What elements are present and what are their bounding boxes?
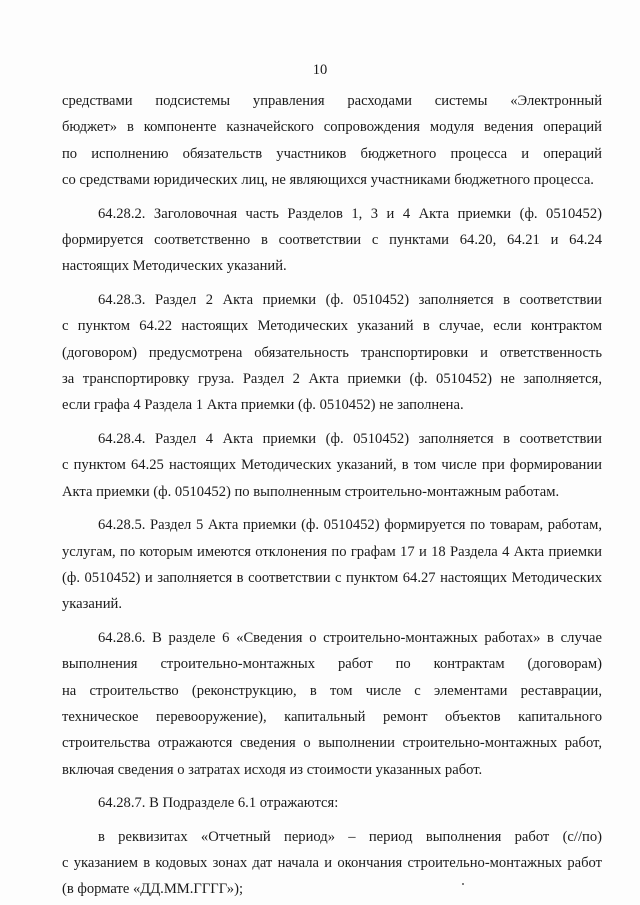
text-line: строительства отражаются сведения о выполнении строительно-монтажных работ, (62, 735, 602, 752)
text-line: выполнения строительно-монтажных работ по контрактам (договорам) (62, 656, 602, 673)
paragraph-64-28-7 (62, 790, 602, 816)
text-line: по исполнению обязательств участников бюджетного процесса и операций (62, 145, 602, 162)
text-line: указаний. (62, 596, 122, 613)
paragraph-reporting-period (62, 824, 602, 903)
text-line: бюджет» в компоненте казначейского сопровождения модуля ведения операций (62, 119, 602, 136)
text-line: если графа 4 Раздела 1 Акта приемки (ф. 0510452) не заполнена. (62, 397, 464, 414)
text-line: 64.28.5. Раздел 5 Акта приемки (ф. 0510452) формируется по товарам, работам, (98, 517, 602, 534)
text-line: с пунктом 64.22 настоящих Методических указаний в случае, если контрактом (62, 318, 602, 335)
paragraph-64-28-4 (62, 426, 602, 505)
paragraph-64-28-3 (62, 287, 602, 419)
text-line: в реквизитах «Отчетный период» – период выполнения работ (с//по) (98, 828, 602, 845)
text-line: 64.28.7. В Подразделе 6.1 отражаются: (98, 795, 339, 812)
text-line: Акта приемки (ф. 0510452) по выполненным строительно-монтажным работам. (62, 483, 560, 500)
text-line: со средствами юридических лиц, не являющихся участниками бюджетного процесса. (62, 172, 594, 189)
text-line: техническое перевооружение), капитальный ремонт объектов капитального (62, 708, 602, 725)
paragraph-64-28-5 (62, 512, 602, 618)
paragraph-64-28-6 (62, 625, 602, 783)
text-line: с пунктом 64.25 настоящих Методических указаний, в том числе при формировании (62, 457, 602, 474)
page-number: 10 (312, 62, 328, 78)
text-line: услугам, по которым имеются отклонения по графам 17 и 18 Раздела 4 Акта приемки (62, 543, 602, 560)
text-line: (ф. 0510452) и заполняется в соответствии с пунктом 64.27 настоящих Методических (62, 569, 602, 586)
text-line: за транспортировку груза. Раздел 2 Акта приемки (ф. 0510452) не заполняется, (62, 371, 602, 388)
text-line: включая сведения о затратах исходя из стоимости указанных работ. (62, 761, 483, 778)
text-line: настоящих Методических указаний. (62, 258, 287, 275)
text-line: средствами подсистемы управления расходами системы «Электронный (62, 93, 602, 109)
scan-speck (462, 883, 464, 885)
paragraph-64-28-2 (62, 201, 602, 280)
text-line: 64.28.4. Раздел 4 Акта приемки (ф. 0510452) заполняется в соответствии (98, 430, 602, 447)
paragraph-continuation (62, 88, 602, 194)
text-line: на строительство (реконструкцию, в том числе с элементами реставрации, (62, 682, 602, 699)
text-line: формируется соответственно в соответствии с пунктами 64.20, 64.21 и 64.24 (62, 232, 602, 249)
text-line: с указанием в кодовых зонах дат начала и окончания строительно-монтажных работ (62, 854, 602, 871)
text-line: 64.28.6. В разделе 6 «Сведения о строительно-монтажных работах» в случае (98, 629, 602, 646)
text-line: (договором) предусмотрена обязательность транспортировки и ответственность (62, 344, 602, 361)
document-body (62, 88, 602, 903)
text-line: (в формате «ДД.ММ.ГГГГ»); (62, 881, 244, 898)
text-line: 64.28.2. Заголовочная часть Разделов 1, 3 и 4 Акта приемки (ф. 0510452) (98, 205, 602, 222)
text-line: 64.28.3. Раздел 2 Акта приемки (ф. 0510452) заполняется в соответствии (98, 291, 602, 308)
